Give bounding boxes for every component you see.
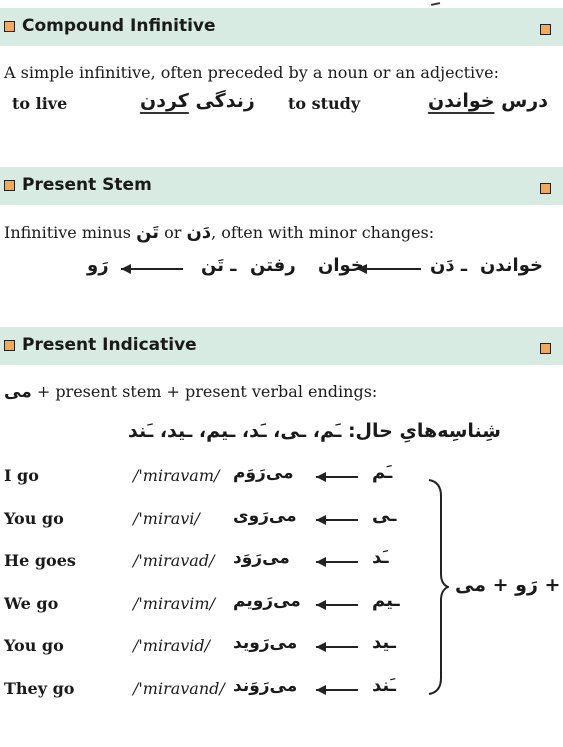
conjugation-persian-verb: می‌رَوی <box>233 506 297 526</box>
conjugation-transliteration: /'miravam/ <box>133 466 220 485</box>
section-title: Compound Infinitive <box>22 16 216 36</box>
stem-suffix: ـ تَن <box>201 255 237 276</box>
square-bullet-icon <box>540 343 551 354</box>
conjugation-english: You go <box>4 509 64 528</box>
section-header-compound-infinitive <box>0 8 563 46</box>
conjugation-english: You go <box>4 636 64 655</box>
conjugation-english: He goes <box>4 551 76 570</box>
section-header-present-stem <box>0 167 563 205</box>
conjugation-ending: ـَم <box>372 462 393 483</box>
brace-icon <box>427 478 449 696</box>
stem-suffix: ـ دَن <box>430 255 468 276</box>
conjugation-persian-verb: می‌رَوَند <box>233 676 298 696</box>
square-bullet-icon <box>4 340 15 351</box>
conjugation-ending: ـی <box>372 505 397 526</box>
conjugation-persian-verb: می‌رَویم <box>233 591 301 611</box>
stem-result: خوان <box>318 255 364 276</box>
conjugation-english: They go <box>4 679 75 698</box>
conjugation-persian-verb: می‌رَوَد <box>233 548 290 568</box>
conjugation-transliteration: /'miravad/ <box>133 551 215 570</box>
conjugation-transliteration: /'miravand/ <box>133 679 225 698</box>
example-persian: درس خواندن <box>428 90 548 112</box>
conjugation-persian-verb: می‌رَوید <box>233 633 298 653</box>
conjugation-ending: ـید <box>372 632 396 653</box>
conjugation-persian-verb: می‌رَوَم <box>233 463 294 483</box>
square-bullet-icon <box>540 24 551 35</box>
conjugation-english: I go <box>4 466 39 485</box>
left-arrow-icon <box>316 682 358 698</box>
top-tick-mark <box>431 2 440 5</box>
conjugation-ending: ـَند <box>372 675 396 696</box>
left-arrow-icon <box>316 597 358 613</box>
conjugation-transliteration: /'miravi/ <box>133 509 200 528</box>
section-title: Present Stem <box>22 175 152 195</box>
left-arrow-icon <box>357 261 421 277</box>
section-title: Present Indicative <box>22 335 197 355</box>
conjugation-transliteration: /'miravid/ <box>133 636 211 655</box>
conjugation-ending: ـَد <box>372 547 389 568</box>
conjugation-transliteration: /'miravim/ <box>133 594 215 613</box>
example-english: to live <box>12 94 68 113</box>
section-description: A simple infinitive, often preceded by a noun or an adjective: <box>4 63 500 82</box>
section-header-present-indicative <box>0 327 563 365</box>
stem-infinitive: رفتن <box>250 255 296 276</box>
stem-infinitive: خواندن <box>480 255 543 276</box>
stem-result: رَو <box>87 255 109 276</box>
example-english: to study <box>288 94 361 113</box>
left-arrow-icon <box>316 639 358 655</box>
endings-heading: شِناسِه‌هایِ حال: ـَم، ـی، ـَد، ـیم، ـید، ـَند <box>128 420 501 442</box>
conjugation-english: We go <box>4 594 59 613</box>
square-bullet-icon <box>4 180 15 191</box>
conjugation-ending: ـیم <box>372 590 400 611</box>
left-arrow-icon <box>121 261 183 277</box>
square-bullet-icon <box>540 183 551 194</box>
square-bullet-icon <box>4 21 15 32</box>
left-arrow-icon <box>316 512 358 528</box>
left-arrow-icon <box>316 554 358 570</box>
formula-line: می + present stem + present verbal endings: <box>4 382 378 402</box>
example-persian: زندگی کردن <box>140 90 255 112</box>
stem-combination: + رَو + می <box>455 574 561 596</box>
section-description: Infinitive minus تَن or دَن, often with minor changes: <box>4 222 435 243</box>
left-arrow-icon <box>316 469 358 485</box>
